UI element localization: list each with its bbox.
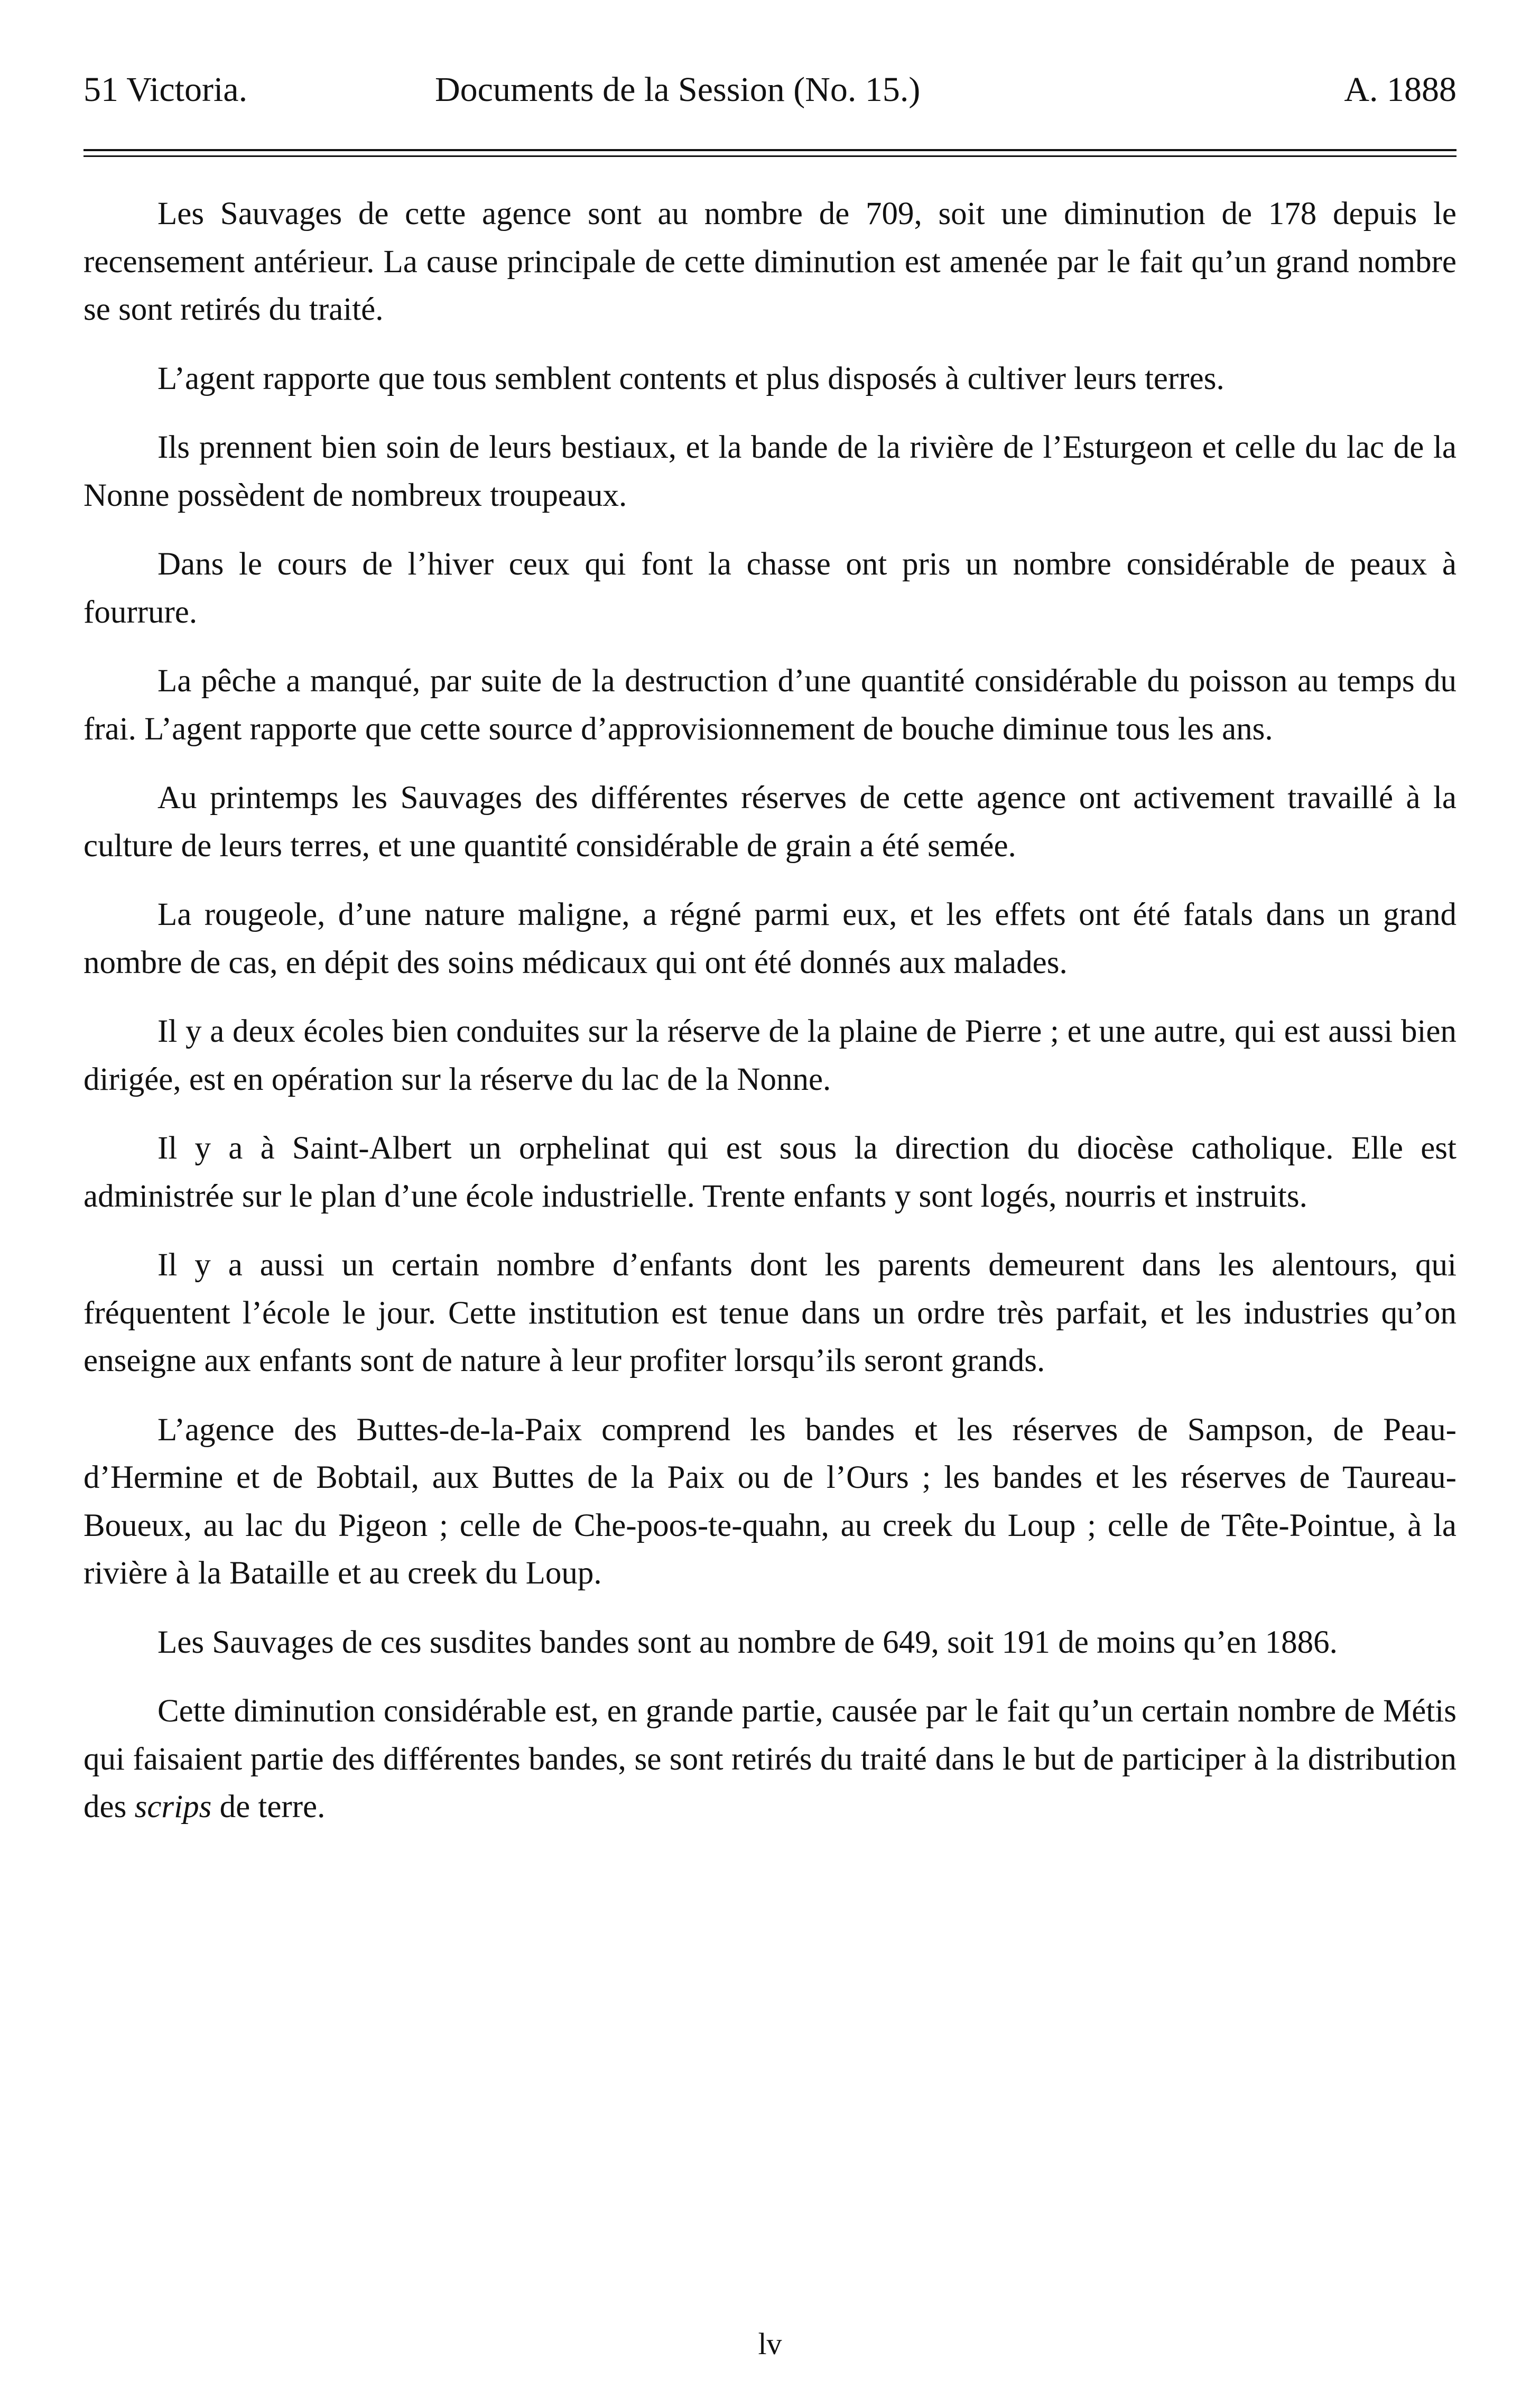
- running-head: [84, 69, 1456, 111]
- paragraph-last: [84, 1688, 1456, 1831]
- paragraph: Il y a aussi un certain nombre d’enfants dont les parents demeurent dans les alentours, qui fréquentent l’école le jour. Cette institution est tenue dans un ordre très parfait, et les industries qu’on enseigne aux enfants sont de nature à leur profiter lorsqu’ils seront grands.: [84, 1247, 1456, 1378]
- paragraph: La pêche a manqué, par suite de la destruction d’une quantité considérable du poisson au temps du frai. L’agent rapporte que cette source d’approvisionnement de bouche diminue tous les ans.: [84, 663, 1456, 747]
- paragraph: L’agent rapporte que tous semblent contents et plus disposés à cultiver leurs terres.: [157, 360, 1224, 396]
- paragraph-last-end: de terre.: [211, 1789, 326, 1825]
- header-rule-bottom: [84, 155, 1456, 157]
- paragraph: Les Sauvages de cette agence sont au nombre de 709, soit une diminution de 178 depuis le recensement antérieur. La cause principale de cette diminution est amenée par le fait qu’un grand nombre se sont retirés du traité.: [84, 196, 1456, 327]
- page-number: lv: [758, 2327, 782, 2361]
- paragraph: Les Sauvages de ces susdites bandes sont au nombre de 649, soit 191 de moins qu’en 1886.: [157, 1624, 1338, 1660]
- header-year: A. 1888: [1344, 70, 1456, 109]
- body-text: [84, 190, 1456, 1853]
- paragraph-last-text: Cette diminution considérable est, en grande partie, causée par le fait qu’un certain nombre de Métis qui faisaient partie des différentes bandes, se sont retirés du traité dans le but de participer à la distribution des: [84, 1693, 1456, 1825]
- paragraph: Il y a à Saint-Albert un orphelinat qui est sous la direction du diocèse catholique. Elle est administrée sur le plan d’une école industrielle. Trente enfants y sont logés, nourris et instruits.: [84, 1131, 1456, 1214]
- header-volume: 51 Victoria.: [84, 70, 248, 109]
- paragraph: Ils prennent bien soin de leurs bestiaux, et la bande de la rivière de l’Esturgeon et celle du lac de la Nonne possèdent de nombreux troupeaux.: [84, 430, 1456, 513]
- paragraph: Dans le cours de l’hiver ceux qui font la chasse ont pris un nombre considérable de peaux à fourrure.: [84, 547, 1456, 630]
- paragraph: La rougeole, d’une nature maligne, a régné parmi eux, et les effets ont été fatals dans un grand nombre de cas, en dépit des soins médicaux qui ont été donnés aux malades.: [84, 897, 1456, 980]
- header-rule-top: [84, 149, 1456, 151]
- paragraph-last-italic: scrips: [134, 1789, 212, 1825]
- paragraph: Il y a deux écoles bien conduites sur la réserve de la plaine de Pierre ; et une autre, qui est aussi bien dirigée, est en opération sur la réserve du lac de la Nonne.: [84, 1014, 1456, 1097]
- paragraph: Au printemps les Sauvages des différentes réserves de cette agence ont activement travaillé à la culture de leurs terres, et une quantité considérable de grain a été semée.: [84, 780, 1456, 864]
- header-title: Documents de la Session (No. 15.): [435, 70, 921, 109]
- paragraph: L’agence des Buttes-de-la-Paix comprend les bandes et les réserves de Sampson, de Peau-d’Hermine et de Bobtail, aux Buttes de la Paix ou de l’Ours ; les bandes et les réserves de Taureau-Boueux, au lac du Pigeon ; celle de Che-poos-te-quahn, au creek du Loup ; celle de Tête-Pointue, à la rivière à la Bataille et au creek du Loup.: [84, 1412, 1456, 1591]
